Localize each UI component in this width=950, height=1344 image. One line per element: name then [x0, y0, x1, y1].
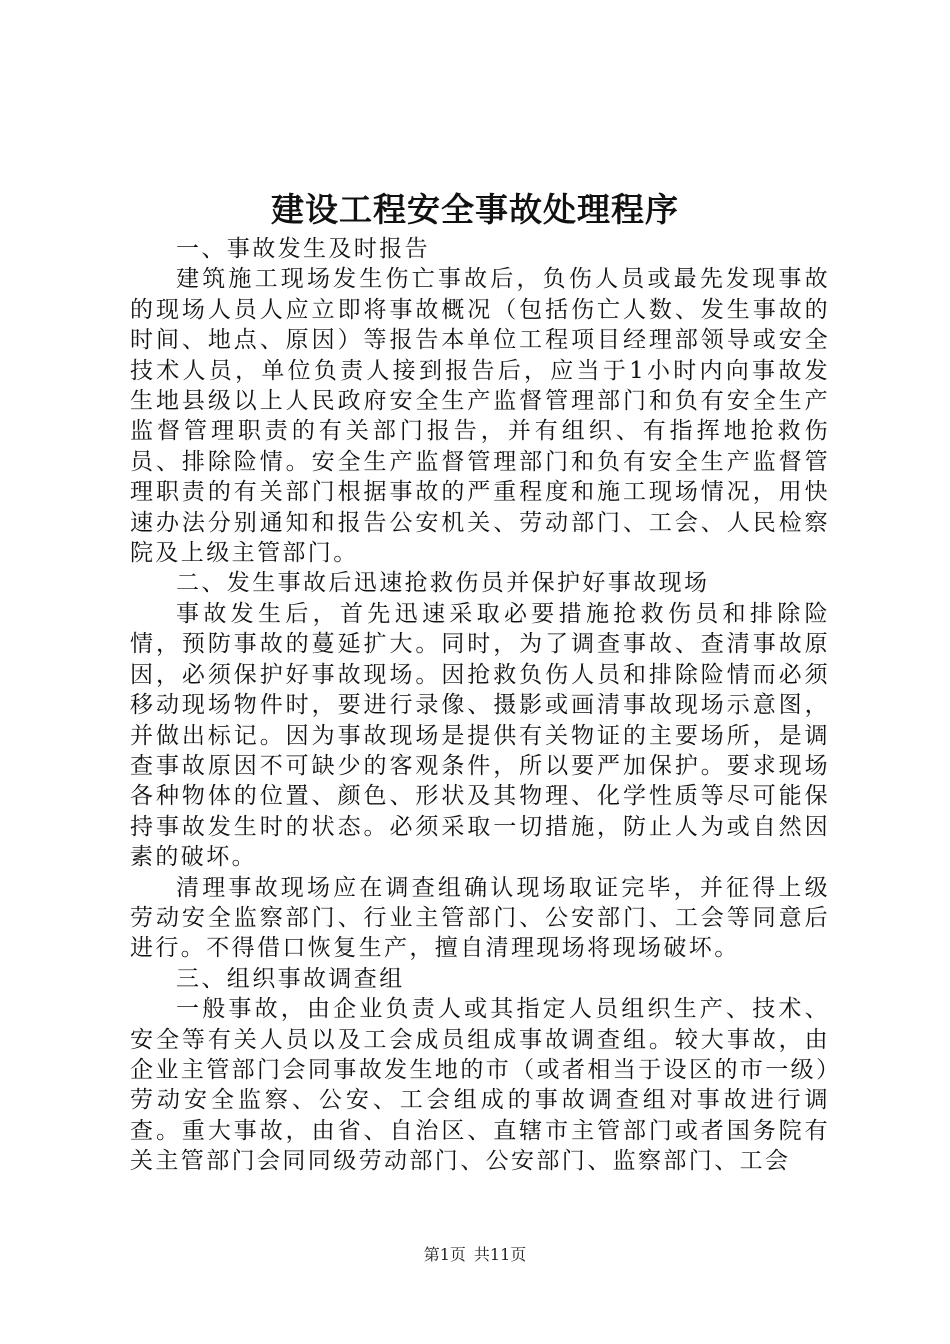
page-number: 第1页: [423, 1245, 466, 1264]
paragraph-3: 清理事故现场应在调查组确认现场取证完毕，并征得上级劳动安全监察部门、行业主管部门、公安部门、工会等同意后进行。不得借口恢复生产，擅自清理现场将现场破坏。: [130, 874, 830, 962]
paragraph-4: 一般事故，由企业负责人或其指定人员组织生产、技术、安全等有关人员以及工会成员组成事故调查组。较大事故，由企业主管部门会同事故发生地的市（或者相当于设区的市一级）劳动安全监察、公安、工会组成的事故调查组对事故进行调查。重大事故，由省、自治区、直辖市主管部门或者国务院有关主管部门会同同级劳动部门、公安部门、监察部门、工会: [130, 996, 830, 1175]
document-body: [130, 234, 830, 1177]
paragraph-2: 事故发生后，首先迅速采取必要措施抢救伤员和排除险情，预防事故的蔓延扩大。同时，为了调查事故、查清事故原因，必须保护好事故现场。因抢救负伤人员和排除险情而必须移动现场物件时，要进行录像、摄影或画清事故现场示意图，并做出标记。因为事故现场是提供有关物证的主要场所，是调查事故原因不可缺少的客观条件，所以要严加保护。要求现场各种物体的位置、颜色、形状及其物理、化学性质等尽可能保持事故发生时的状态。必须采取一切措施，防止人为或自然因素的破坏。: [130, 600, 830, 871]
page-total: 共11页: [473, 1245, 527, 1264]
section-heading-1: 一、事故发生及时报告: [176, 236, 430, 262]
section-heading-2: 二、发生事故后迅速抢救伤员并保护好事故现场: [176, 570, 710, 597]
page-footer: [0, 1243, 950, 1267]
document-title: 建设工程安全事故处理程序: [271, 190, 679, 229]
section-heading-3: 三、组织事故调查组: [176, 965, 405, 992]
paragraph-1: 建筑施工现场发生伤亡事故后，负伤人员或最先发现事故的现场人员人应立即将事故概况（包括伤亡人数、发生事故的时间、地点、原因）等报告本单位工程项目经理部领导或安全技术人员，单位负责人接到报告后，应当于1小时内向事故发生地县级以上人民政府安全生产监督管理部门和负有安全生产监督管理职责的有关部门报告，并有组织、有指挥地抢救伤员、排除险情。安全生产监督管理部门和负有安全生产监督管理职责的有关部门根据事故的严重程度和施工现场情况，用快速办法分别通知和报告公安机关、劳动部门、工会、人民检察院及上级主管部门。: [130, 266, 830, 567]
